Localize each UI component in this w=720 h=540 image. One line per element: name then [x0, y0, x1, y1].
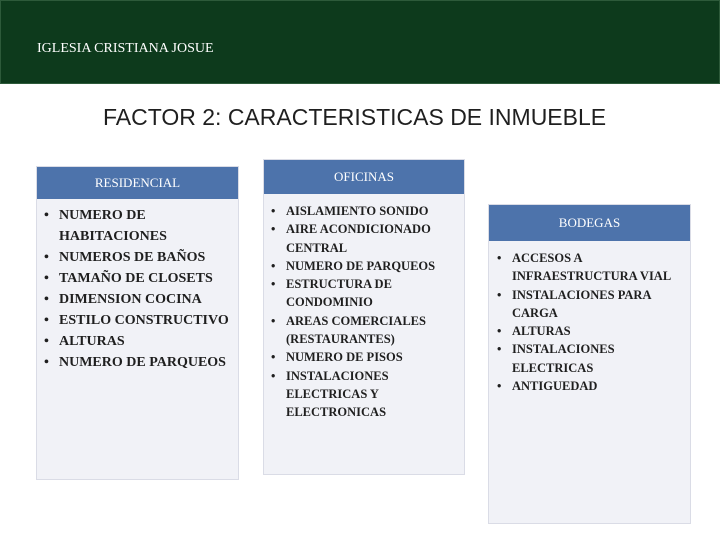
list-item: • INSTALACIONES PARA CARGA — [512, 286, 692, 323]
list-item: • NUMEROS DE BAÑOS — [59, 247, 239, 268]
oficinas-list — [266, 202, 466, 422]
list-item: • NUMERO DE PISOS — [286, 348, 466, 366]
oficinas-heading: OFICINAS — [264, 160, 464, 194]
residencial-list — [39, 205, 239, 373]
list-item: • NUMERO DE PARQUEOS — [59, 352, 239, 373]
header-bar — [0, 0, 720, 84]
list-item: • ACCESOS A INFRAESTRUCTURA VIAL — [512, 249, 692, 286]
bodegas-heading: BODEGAS — [489, 205, 690, 241]
slide-title: FACTOR 2: CARACTERISTICAS DE INMUEBLE — [103, 104, 607, 130]
list-item: • AIRE ACONDICIONADO CENTRAL — [286, 220, 466, 257]
list-item: • AISLAMIENTO SONIDO — [286, 202, 466, 220]
header-title: IGLESIA CRISTIANA JOSUE — [37, 41, 214, 56]
list-item: • ESTRUCTURA DE CONDOMINIO — [286, 275, 466, 312]
list-item: • AREAS COMERCIALES (RESTAURANTES) — [286, 312, 466, 349]
list-item: • TAMAÑO DE CLOSETS — [59, 268, 239, 289]
list-item: • NUMERO DE PARQUEOS — [286, 257, 466, 275]
bodegas-list — [492, 249, 692, 395]
list-item: • INSTALACIONES ELECTRICAS Y ELECTRONICAS — [286, 367, 466, 422]
residencial-heading: RESIDENCIAL — [37, 167, 238, 199]
list-item: • NUMERO DE HABITACIONES — [59, 205, 239, 247]
list-item: • ESTILO CONSTRUCTIVO — [59, 310, 239, 331]
list-item: • DIMENSION COCINA — [59, 289, 239, 310]
list-item: • ANTIGUEDAD — [512, 377, 692, 395]
residencial-column — [36, 166, 239, 480]
list-item: • ALTURAS — [512, 322, 692, 340]
list-item: • ALTURAS — [59, 331, 239, 352]
list-item: • INSTALACIONES ELECTRICAS — [512, 340, 692, 377]
bodegas-column — [488, 204, 691, 524]
oficinas-column — [263, 159, 465, 475]
